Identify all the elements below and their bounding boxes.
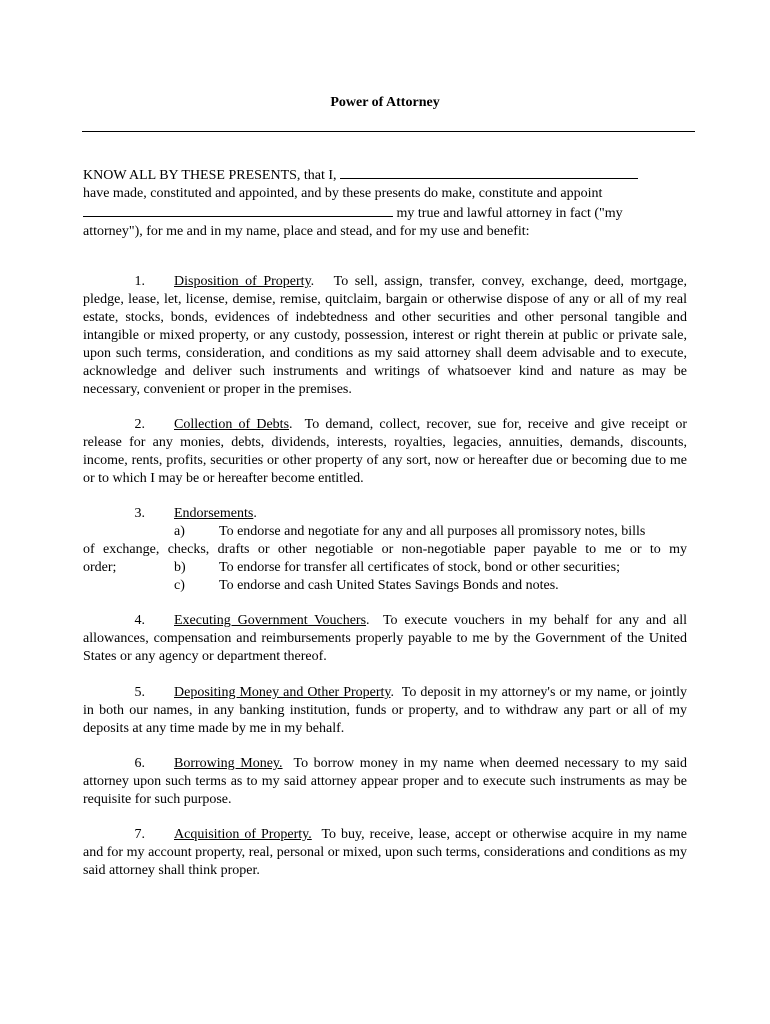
principal-name-blank — [340, 165, 638, 179]
intro-line-4: attorney"), for me and in my name, place and stead, and for my use and benefit: — [83, 224, 530, 239]
intro-line-2: have made, constituted and appointed, and by these presents do make, constitute and appoint — [83, 186, 603, 201]
section-4-number: 4. — [134, 613, 145, 628]
item-b-text: To endorse for transfer all certificates of stock, bond or other securities; — [219, 560, 620, 575]
item-a-letter: a) — [174, 524, 185, 539]
section-7 — [83, 826, 687, 880]
section-7-text: To buy, receive, lease, accept or otherwise acquire in my name and for my account property, real, personal or mixed, upon such terms, considerations and conditions as my said attorney shall think proper. — [83, 827, 687, 878]
section-1-text: To sell, assign, transfer, convey, exchange, deed, mortgage, pledge, lease, let, license, demise, remise, quitclaim, bargain or otherwise dispose of any or all of my real estate, stocks, bonds, evidences of indebtedness and other securities and other personal tangible and intangible or mixed property, or any custody, possession, interest or right therein at public or private sale, upon such terms, consideration, and conditions as my said attorney shall deem advisable and to execute, acknowledge and deliver such instruments and writings of whatsoever kind and nature as may be necessary, convenient or proper in the premises. — [83, 274, 687, 397]
section-1-heading: Disposition of Property — [174, 274, 311, 289]
section-5: 5. Depositing Money and Other Property. To deposit in my attorney's or my name, or jointly in both our names, in any banking institution, funds or property, and to withdraw any part or all of my deposits at any time made by me in my behalf. — [83, 685, 687, 736]
item-a-text-2: of exchange, checks, drafts or other negotiable or non-negotiable paper payable to me or to my — [83, 542, 687, 557]
intro-paragraph — [83, 165, 687, 241]
section-3-item-b — [83, 559, 687, 577]
section-3-heading-line: 3. Endorsements. — [83, 505, 687, 523]
title-divider — [82, 131, 695, 132]
section-6-number: 6. — [134, 756, 145, 771]
section-4-text: To execute vouchers in my behalf for any and all allowances, compensation and reimbursements properly payable to me by the Government of the United States or any agency or department thereof. — [83, 613, 687, 664]
item-c-text: To endorse and cash United States Savings Bonds and notes. — [219, 578, 559, 593]
item-b-letter: b) — [174, 560, 186, 575]
section-7-heading: Acquisition of Property. — [174, 827, 312, 842]
section-4: 4. Executing Government Vouchers. To execute vouchers in my behalf for any and all allowances, compensation and reimbursements properly payable to me by the Government of the United States or any agency or department thereof. — [83, 613, 687, 664]
section-6-heading: Borrowing Money. — [174, 756, 283, 771]
section-7-number: 7. — [134, 827, 145, 842]
section-2: 2. Collection of Debts. To demand, collect, recover, sue for, receive and give receipt or release for any monies, debts, dividends, interests, royalties, legacies, annuities, demands, discounts, income, rents, profits, securities or other property of any sort, now or hereafter due or becoming due to me or to which I may be or hereafter become entitled. — [83, 417, 688, 486]
section-2-number: 2. — [134, 417, 145, 432]
section-2-text: To demand, collect, recover, sue for, receive and give receipt or release for any monies, debts, dividends, interests, royalties, legacies, annuities, demands, discounts, income, rents, profits, securities or other property of any sort, now or hereafter due or becoming due to me or to which I may be or hereafter become entitled. — [83, 417, 688, 486]
page-title: Power of Attorney — [330, 95, 440, 110]
section-3-number: 3. — [134, 506, 145, 521]
intro-line-1 — [83, 165, 687, 185]
section-5-heading: Depositing Money and Other Property — [174, 685, 391, 700]
item-a-text-3: order; — [83, 560, 117, 575]
section-6 — [83, 755, 687, 809]
section-3 — [83, 505, 687, 595]
section-3-item-a — [83, 523, 687, 541]
intro-text-3: my true and lawful attorney in fact ("my — [396, 206, 623, 221]
intro-line-3 — [83, 203, 687, 223]
intro-text-1: KNOW ALL BY THESE PRESENTS, that I, — [83, 168, 337, 183]
section-2-heading: Collection of Debts — [174, 417, 290, 432]
attorney-name-blank — [83, 203, 393, 217]
section-4-heading: Executing Government Vouchers — [174, 613, 367, 628]
section-1: 1. Disposition of Property. To sell, assign, transfer, convey, exchange, deed, mortgage, pledge, lease, let, license, demise, remise, quitclaim, bargain or otherwise dispose of any or all of my real estate, stocks, bonds, evidences of indebtedness and other securities and other personal tangible and intangible or mixed property, or any custody, possession, interest or right therein at public or private sale, upon such terms, consideration, and conditions as my said attorney shall deem advisable and to execute, acknowledge and deliver such instruments and writings of whatsoever kind and nature as may be necessary, convenient or proper in the premises. — [83, 274, 687, 397]
item-a-text-1: To endorse and negotiate for any and all purposes all promissory notes, bills — [219, 524, 646, 539]
section-5-number: 5. — [134, 685, 145, 700]
section-3-heading: Endorsements — [174, 506, 254, 521]
section-1-number: 1. — [134, 274, 145, 289]
item-c-letter: c) — [174, 578, 185, 593]
section-6-text: To borrow money in my name when deemed necessary to my said attorney upon such terms as to my said attorney appear proper and to execute such instruments as may be requisite for such purpose. — [83, 756, 688, 807]
section-3-item-c — [83, 577, 687, 595]
section-5-text: To deposit in my attorney's or my name, or jointly in both our names, in any banking institution, funds or property, and to withdraw any part or all of my deposits at any time made by me in my behalf. — [83, 685, 687, 736]
